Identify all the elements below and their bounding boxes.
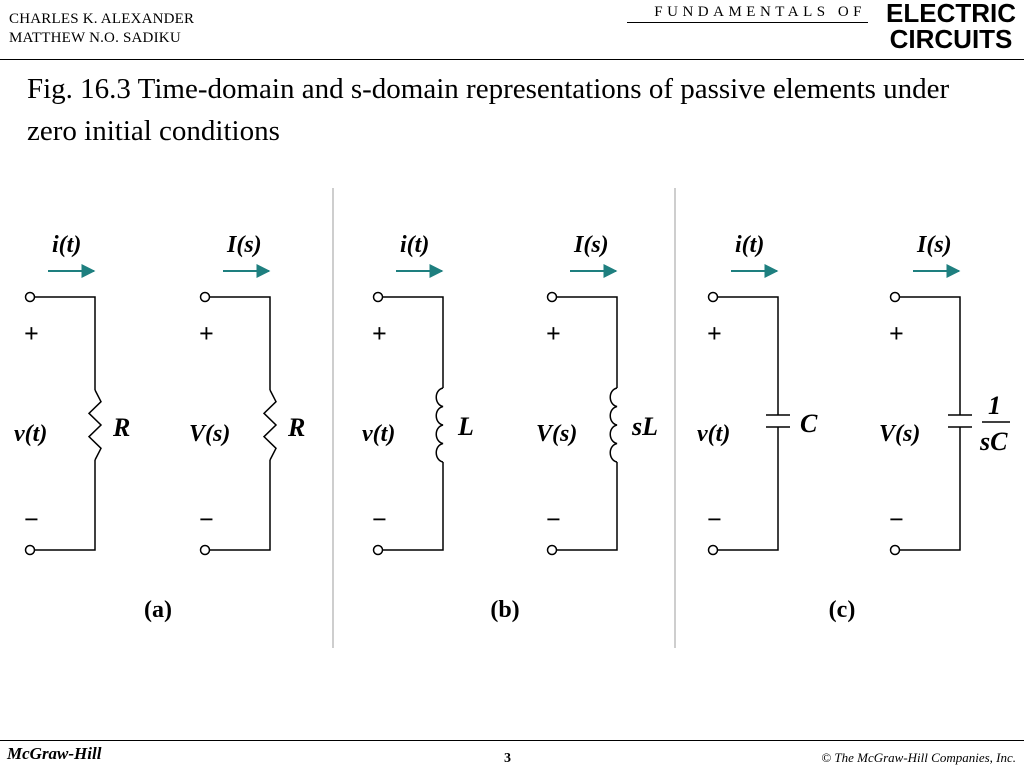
panel-3-time-current-label: i(t)	[735, 232, 765, 258]
panel-3-time-plus-sign: +	[707, 319, 722, 348]
panel-3-time-bottom-terminal	[709, 546, 718, 555]
panel-1-time-minus-sign: −	[24, 505, 39, 534]
panel-1-s-resistor	[264, 390, 276, 460]
panel-3-s-voltage-label: V(s)	[879, 421, 921, 447]
panel-2-time-minus-sign: −	[372, 505, 387, 534]
panel-2-s-inductor	[610, 388, 617, 462]
footer-divider	[0, 740, 1024, 741]
panel-1-time-bottom-terminal	[26, 546, 35, 555]
panel-2-s-plus-sign: +	[546, 319, 561, 348]
panel-2-s-current-label: I(s)	[574, 232, 609, 258]
fundamentals-label: FUNDAMENTALS OF	[654, 4, 866, 20]
panel-2-time-bottom-terminal	[374, 546, 383, 555]
panel-1-s-bottom-terminal	[201, 546, 210, 555]
figure-title: Fig. 16.3 Time-domain and s-domain representations of passive elements under zero initial conditions	[27, 73, 950, 147]
panel-3-time-voltage-label: v(t)	[697, 421, 731, 447]
panel-1-time-voltage-label: v(t)	[14, 421, 48, 447]
author-line-2: MATTHEW N.O. SADIKU	[9, 30, 181, 46]
panel-1-time-plus-sign: +	[24, 319, 39, 348]
panel-2-s-bottom-wire	[557, 462, 618, 550]
panel-1-time-top-terminal	[26, 293, 35, 302]
panel-2-s-element-label: sL	[632, 412, 658, 441]
panel-3-s-plus-sign: +	[889, 319, 904, 348]
panel-2-s-top-wire	[557, 297, 618, 388]
panel-3-s-fraction-denominator: sC	[980, 427, 1008, 456]
panel-3-time-top-wire	[718, 297, 779, 415]
panel-1-time-current-label: i(t)	[52, 232, 82, 258]
panel-3-caption: (c)	[828, 597, 856, 623]
panel-1-s-current-label: I(s)	[227, 232, 262, 258]
panel-3-s-top-wire	[900, 297, 961, 415]
panel-2-time-inductor	[436, 388, 443, 462]
copyright-label: © The McGraw-Hill Companies, Inc.	[821, 750, 1016, 765]
panel-2-s-top-terminal	[548, 293, 557, 302]
panel-3-s-bottom-terminal	[891, 546, 900, 555]
panel-1-time-resistor	[89, 390, 101, 460]
panel-2-time-top-wire	[383, 297, 444, 388]
panel-1-s-voltage-label: V(s)	[189, 421, 231, 447]
author-line-1: CHARLES K. ALEXANDER	[9, 11, 195, 27]
panel-2-s-minus-sign: −	[546, 505, 561, 534]
panel-3-time-minus-sign: −	[707, 505, 722, 534]
panel-1-time-element-label: R	[113, 413, 131, 442]
panel-1-s-minus-sign: −	[199, 505, 214, 534]
panel-1-caption: (a)	[144, 597, 172, 623]
panel-3-time-top-terminal	[709, 293, 718, 302]
panel-3-s-top-terminal	[891, 293, 900, 302]
panel-3-s-fraction-numerator: 1	[988, 391, 1001, 420]
panel-2-caption: (b)	[490, 597, 520, 623]
panel-2-time-voltage-label: v(t)	[362, 421, 396, 447]
panel-1-s-top-terminal	[201, 293, 210, 302]
panel-1-time-top-wire	[35, 297, 96, 390]
panel-2-time-element-label: L	[458, 412, 474, 441]
panel-1-s-bottom-wire	[210, 460, 271, 550]
panel-2-time-current-label: i(t)	[400, 232, 430, 258]
page-number: 3	[504, 751, 511, 766]
panel-2-time-bottom-wire	[383, 462, 444, 550]
brand-line-2: CIRCUITS	[889, 24, 1013, 54]
panel-1-s-element-label: R	[288, 413, 306, 442]
brand-line-1: ELECTRIC	[886, 0, 1016, 28]
panel-1-time-bottom-wire	[35, 460, 96, 550]
panel-1-s-plus-sign: +	[199, 319, 214, 348]
panel-1-s-top-wire	[210, 297, 271, 390]
panel-3-s-minus-sign: −	[889, 505, 904, 534]
panel-2-time-top-terminal	[374, 293, 383, 302]
publisher-label: McGraw-Hill	[7, 744, 102, 763]
panel-3-s-current-label: I(s)	[917, 232, 952, 258]
panel-3-time-element-label: C	[800, 409, 818, 438]
panel-2-s-voltage-label: V(s)	[536, 421, 578, 447]
panel-2-s-bottom-terminal	[548, 546, 557, 555]
panel-2-time-plus-sign: +	[372, 319, 387, 348]
